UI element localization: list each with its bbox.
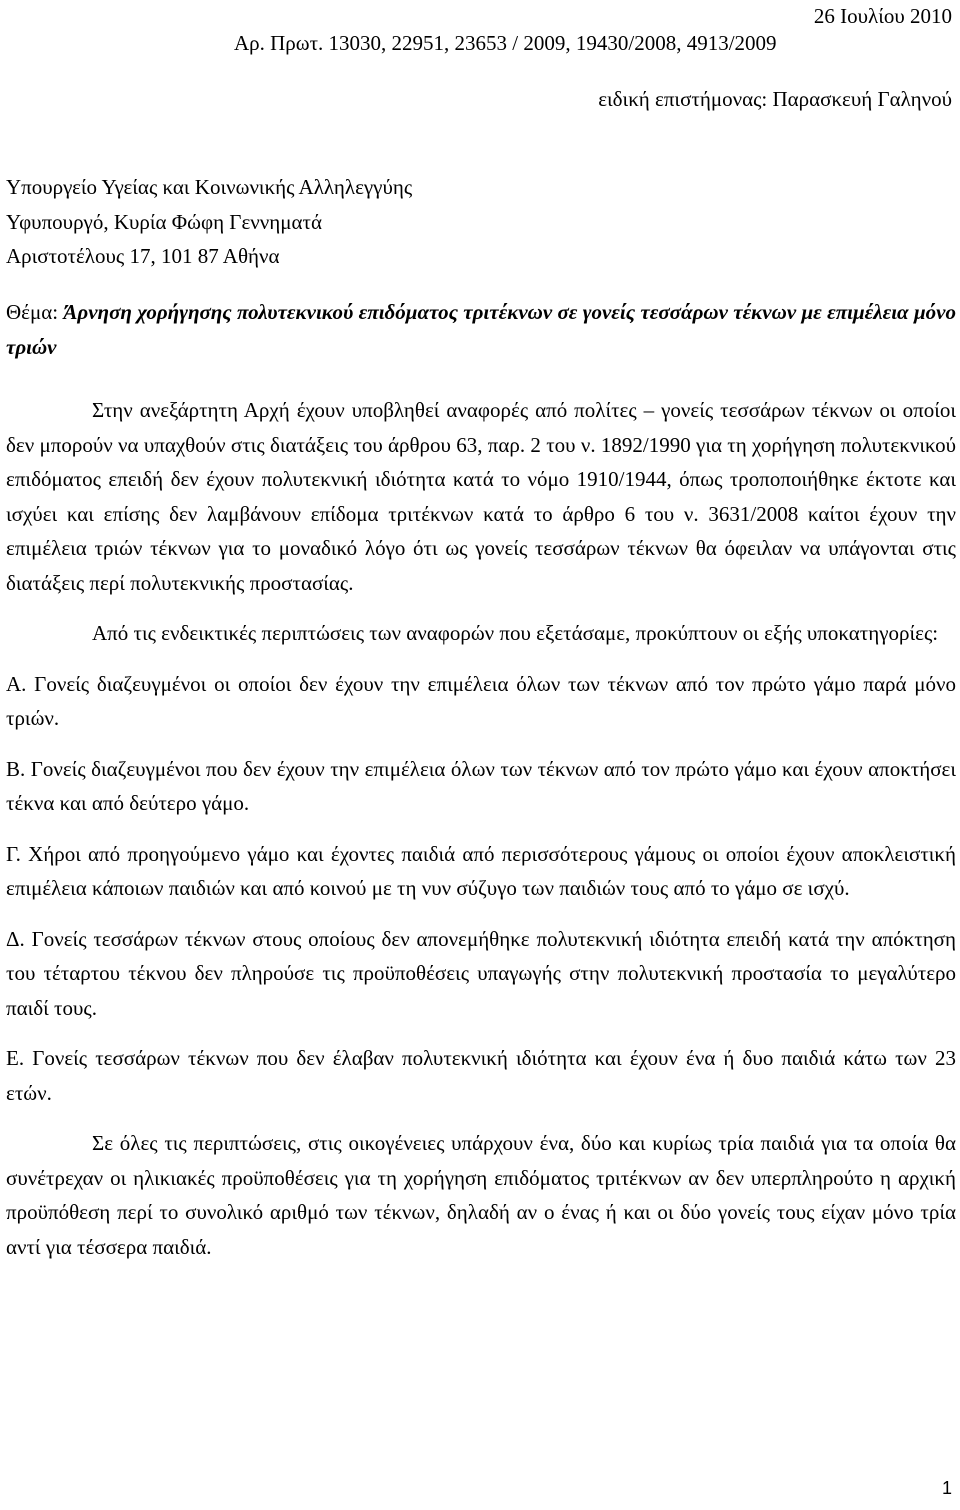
paragraph-conclusion: Σε όλες τις περιπτώσεις, στις οικογένειες υπάρχουν ένα, δύο και κυρίως τρία παιδιά για τα οποία θα συνέτρεχαν οι ηλικιακές προϋποθέσεις για τη χορήγηση επιδόματος τριτέκνων αν δεν υπερπληρούτο η αρχική προϋπόθεση περί το συνολικό αριθμό των τέκνων, δηλαδή αν ο ένας ή και οι δύο γονείς τους είχαν μόνο τρία αντί για τέσσερα παιδιά. [6, 1131, 956, 1259]
case-c: Γ. Χήροι από προηγούμενο γάμο και έχοντες παιδιά από περισσότερους γάμους οι οποίοι έχουν αποκλειστική επιμέλεια κάποιων παιδιών και από κοινού με τη νυν σύζυγο των παιδιών τους από το γάμο σε ισχύ. [6, 841, 956, 900]
subject-title: Άρνηση χορήγησης πολυτεκνικού επιδόματος τριτέκνων σε γονείς τεσσάρων τέκνων με επιμέλεια μόνο τριών [6, 300, 956, 359]
subject-line [6, 295, 956, 364]
case-a: Α. Γονείς διαζευγμένοι οι οποίοι δεν έχουν την επιμέλεια όλων των τέκνων από τον πρώτο γάμο παρά μόνο τριών. [6, 671, 956, 730]
letter-date: 26 Ιουλίου 2010 [813, 4, 952, 28]
recipient-ministry: Υπουργείο Υγείας και Κοινωνικής Αλληλεγγύης [6, 175, 413, 199]
expert-name: ειδική επιστήμονας: Παρασκευή Γαληνού [598, 87, 952, 111]
recipient-address [6, 170, 706, 274]
subject-label: Θέμα: [6, 300, 64, 324]
recipient-street: Αριστοτέλους 17, 101 87 Αθήνα [6, 244, 280, 268]
case-d: Δ. Γονείς τεσσάρων τέκνων στους οποίους δεν απονεμήθηκε πολυτεκνική ιδιότητα επειδή κατά την απόκτηση του τέταρτου τέκνου δεν πληρούσε τις προϋποθέσεις υπαγωγής στην πολυτεκνική προστασία το μεγαλύτερο παιδί τους. [6, 926, 956, 1020]
case-e: Ε. Γονείς τεσσάρων τέκνων που δεν έλαβαν πολυτεκνική ιδιότητα και έχουν ένα ή δυο παιδιά κάτω των 23 ετών. [6, 1046, 956, 1105]
letter-body [6, 393, 956, 1264]
page-number: 1 [941, 1478, 952, 1498]
case-b: Β. Γονείς διαζευγμένοι που δεν έχουν την επιμέλεια όλων των τέκνων από τον πρώτο γάμο και έχουν αποκτήσει τέκνα και από δεύτερο γάμο. [6, 756, 956, 815]
paragraph-cases-intro: Από τις ενδεικτικές περιπτώσεις των αναφορών που εξετάσαμε, προκύπτουν οι εξής υποκατηγορίες: [92, 621, 939, 645]
recipient-person: Υφυπουργό, Κυρία Φώφη Γεννηματά [6, 209, 322, 234]
protocol-number: Αρ. Πρωτ. 13030, 22951, 23653 / 2009, 19430/2008, 4913/2009 [234, 31, 777, 55]
paragraph-intro: Στην ανεξάρτητη Αρχή έχουν υποβληθεί αναφορές από πολίτες – γονείς τεσσάρων τέκνων οι οποίοι δεν μπορούν να υπαχθούν στις διατάξεις του άρθρου 63, παρ. 2 του ν. 1892/1990 για τη χορήγηση πολυτεκνικού επιδόματος επειδή δεν έχουν πολυτεκνική ιδιότητα κατά το νόμο 1910/1944, όπως τροποποιήθηκε έκτοτε και ισχύει και επίσης δεν λαμβάνουν επίδομα τριτέκνων κατά το άρθρο 6 του ν. 3631/2008 καίτοι έχουν την επιμέλεια τριών τέκνων για το μοναδικό λόγο ότι ως γονείς τεσσάρων τέκνων θα όφειλαν να υπάγονται στις διατάξεις περί πολυτεκνικής προστασίας. [6, 398, 956, 595]
